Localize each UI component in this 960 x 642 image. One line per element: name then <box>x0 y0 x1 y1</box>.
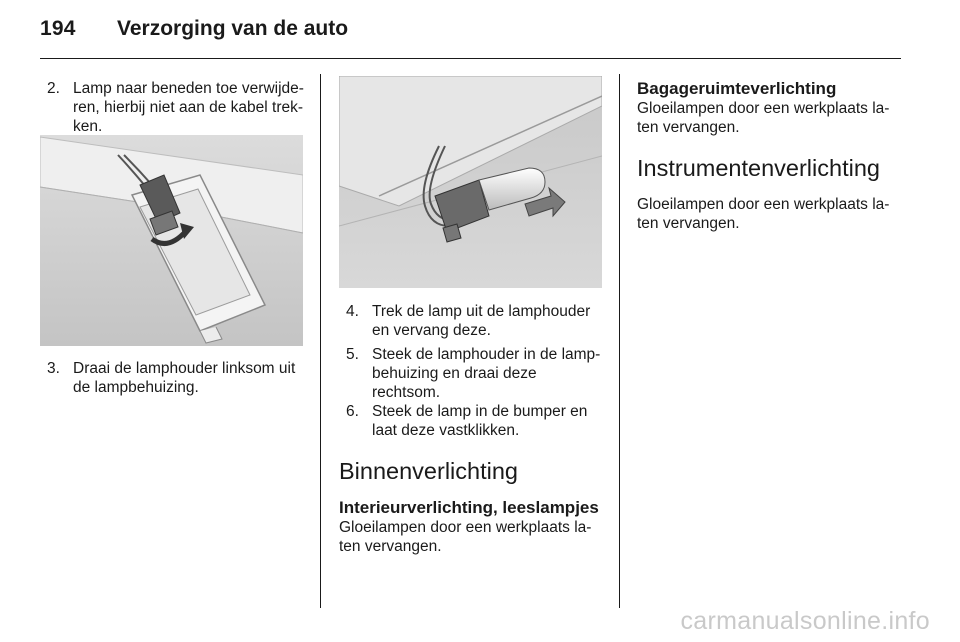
column-divider-left <box>320 74 321 608</box>
step-2 <box>47 79 309 136</box>
section-heading-binnenverlichting: Binnenverlichting <box>339 458 518 484</box>
step-text: Draai de lamphouder linksom uit de lampbehuizing. <box>73 360 296 396</box>
step-text: Steek de lamphouder in de lamp-behuizing en draai deze rechtsom. <box>372 346 601 401</box>
column-divider-right <box>619 74 620 608</box>
page-number: 194 <box>40 17 76 40</box>
paragraph-instrumentenverlichting: Gloeilampen door een werkplaats la-ten vervangen. <box>637 196 890 232</box>
step-5 <box>346 345 608 402</box>
chapter-title: Verzorging van de auto <box>117 17 349 40</box>
step-4 <box>346 302 608 340</box>
step-text: Trek de lamp uit de lamphouder en vervang deze. <box>372 303 591 339</box>
step-text: Steek de lamp in de bumper en laat deze vastklikken. <box>372 403 588 439</box>
subheading-interieurverlichting: Interieurverlichting, leeslampjes <box>339 498 599 517</box>
step-number: 2. <box>47 80 60 97</box>
step-3 <box>47 359 309 397</box>
step-number: 5. <box>346 346 359 363</box>
step-6 <box>346 402 608 440</box>
step-number: 6. <box>346 403 359 420</box>
paragraph-interieurverlichting: Gloeilampen door een werkplaats la-ten vervangen. <box>339 519 592 555</box>
step-number: 3. <box>47 360 60 377</box>
step-text: Lamp naar beneden toe verwijde-ren, hierbij niet aan de kabel trek-ken. <box>73 80 304 135</box>
section-heading-instrumentenverlichting: Instrumentenverlichting <box>637 155 880 181</box>
lamp-removal-figure <box>40 135 303 346</box>
watermark-text: carmanualsonline.info <box>680 607 930 635</box>
step-number: 4. <box>346 303 359 320</box>
paragraph-bagageruimteverlichting: Gloeilampen door een werkplaats la-ten vervangen. <box>637 100 890 136</box>
header-rule <box>40 58 901 59</box>
bulb-extraction-figure <box>339 76 602 288</box>
subheading-bagageruimteverlichting: Bagageruimteverlichting <box>637 79 837 98</box>
